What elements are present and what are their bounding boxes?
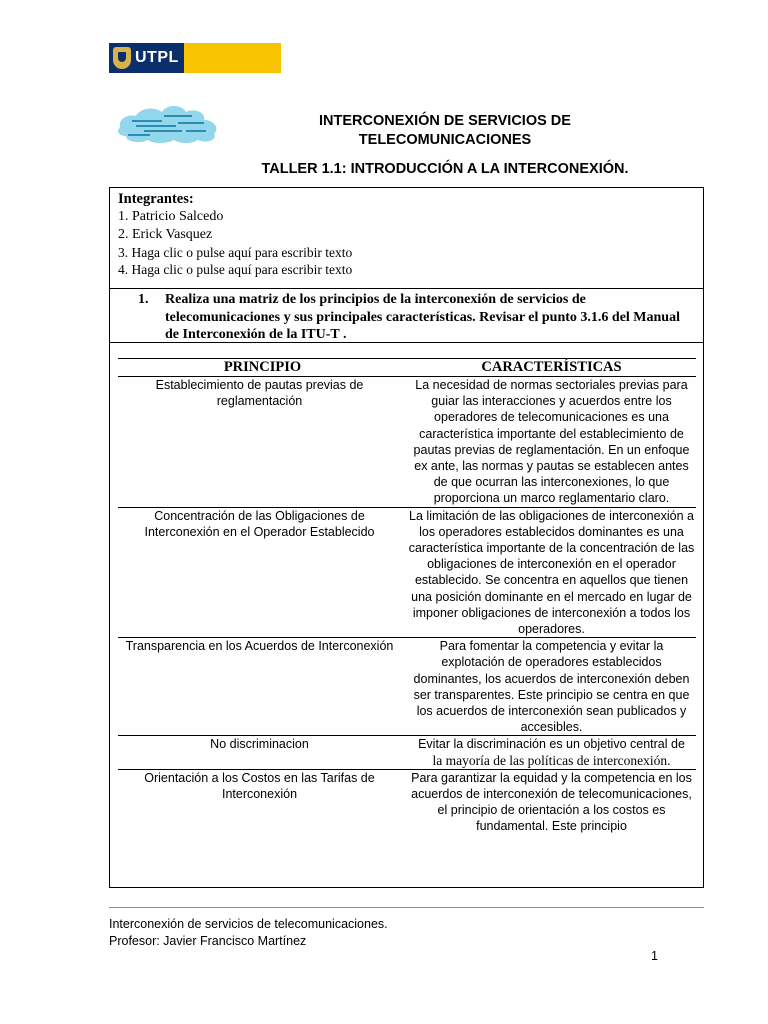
principle-cell: No discriminacion	[118, 736, 407, 769]
utpl-logo	[109, 43, 281, 73]
characteristics-cell: La necesidad de normas sectoriales previas para guiar las interacciones y acuerdos entre los operadores de telecomunicaciones es una característica importante del establecimiento de pautas previas de reglamentación. En un enfoque ex ante, las normas y pautas se establecen antes de que ocurran las interconexiones, lo que proporciona un marco reglamentario claro.	[407, 377, 696, 508]
footer-professor: Profesor: Javier Francisco Martínez	[109, 933, 307, 948]
member-item[interactable]: 2. Erick Vasquez	[118, 227, 213, 242]
logo-yellow-block	[184, 43, 281, 73]
page-number: 1	[651, 949, 658, 963]
principles-matrix	[118, 358, 696, 835]
divider	[110, 288, 703, 289]
footer-divider	[109, 907, 704, 908]
principle-cell: Orientación a los Costos en las Tarifas de Interconexión	[144, 770, 375, 802]
members-label: Integrantes:	[118, 191, 194, 207]
title-line-2: TELECOMUNICACIONES	[358, 132, 532, 148]
workshop-table	[109, 187, 704, 888]
workshop-title: TALLER 1.1: INTRODUCCIÓN A LA INTERCONEXIÓN.	[261, 161, 629, 177]
logo-blue-block	[109, 43, 184, 73]
member-placeholder[interactable]: 3. Haga clic o pulse aquí para escribir texto	[118, 245, 353, 260]
title-line-1: INTERCONEXIÓN DE SERVICIOS DE	[319, 113, 571, 129]
logo-text: UTPL	[135, 49, 179, 66]
crest-icon	[113, 47, 131, 69]
footer	[109, 916, 388, 949]
word-cloud-logo-icon	[114, 100, 226, 144]
table-row	[118, 769, 696, 834]
characteristics-text-extra: la mayoría de las políticas de interconexión.	[432, 752, 671, 768]
members-section	[118, 190, 352, 278]
header-principle: PRINCIPIO	[118, 359, 407, 377]
principle-cell: Transparencia en los Acuerdos de Interconexión	[118, 638, 407, 736]
characteristics-text: Evitar la discriminación es un objetivo central de	[418, 737, 685, 752]
characteristics-cell: Para fomentar la competencia y evitar la explotación de operadores establecidos dominantes, los acuerdos de interconexión deben ser transparentes. Este principio se centra en que los acuerdos de interconexión sean publicados y accesibles.	[407, 638, 696, 736]
table-row	[118, 507, 696, 638]
question-1	[138, 291, 693, 344]
principle-cell: Concentración de las Obligaciones de Interconexión en el Operador Establecido	[118, 507, 407, 638]
question-text: Realiza una matriz de los principios de la interconexión de servicios de telecomunicaciones y sus principales características. Revisar el punto 3.1.6 del Manual de Interconexión de la ITU-T .	[165, 292, 680, 342]
table-row	[118, 638, 696, 736]
principle-cell: Establecimiento de pautas previas de reglamentación	[118, 377, 407, 508]
characteristics-cell: La limitación de las obligaciones de interconexión a los operadores establecidos dominantes es una característica importante de la concentración de las obligaciones de interconexión en el operador establecido. Se concentra en aquellos que tienen una posición dominante en el mercado en lugar de imponer obligaciones de interconexión a todos los operadores.	[408, 508, 695, 637]
header-characteristics: CARACTERÍSTICAS	[407, 359, 696, 377]
characteristics-cell: Para garantizar la equidad y la competencia en los acuerdos de interconexión de telecomunicaciones, el principio de orientación a los costos es fundamental. Este principio	[411, 770, 692, 834]
document-title	[250, 112, 640, 150]
question-number: 1.	[138, 292, 149, 307]
footer-course: Interconexión de servicios de telecomunicaciones.	[109, 917, 388, 931]
member-item[interactable]: 1. Patricio Salcedo	[118, 209, 224, 224]
table-row	[118, 377, 696, 508]
table-row	[118, 736, 696, 769]
characteristics-cell	[407, 736, 696, 769]
divider	[110, 342, 703, 343]
member-placeholder[interactable]: 4. Haga clic o pulse aquí para escribir texto	[118, 262, 353, 277]
